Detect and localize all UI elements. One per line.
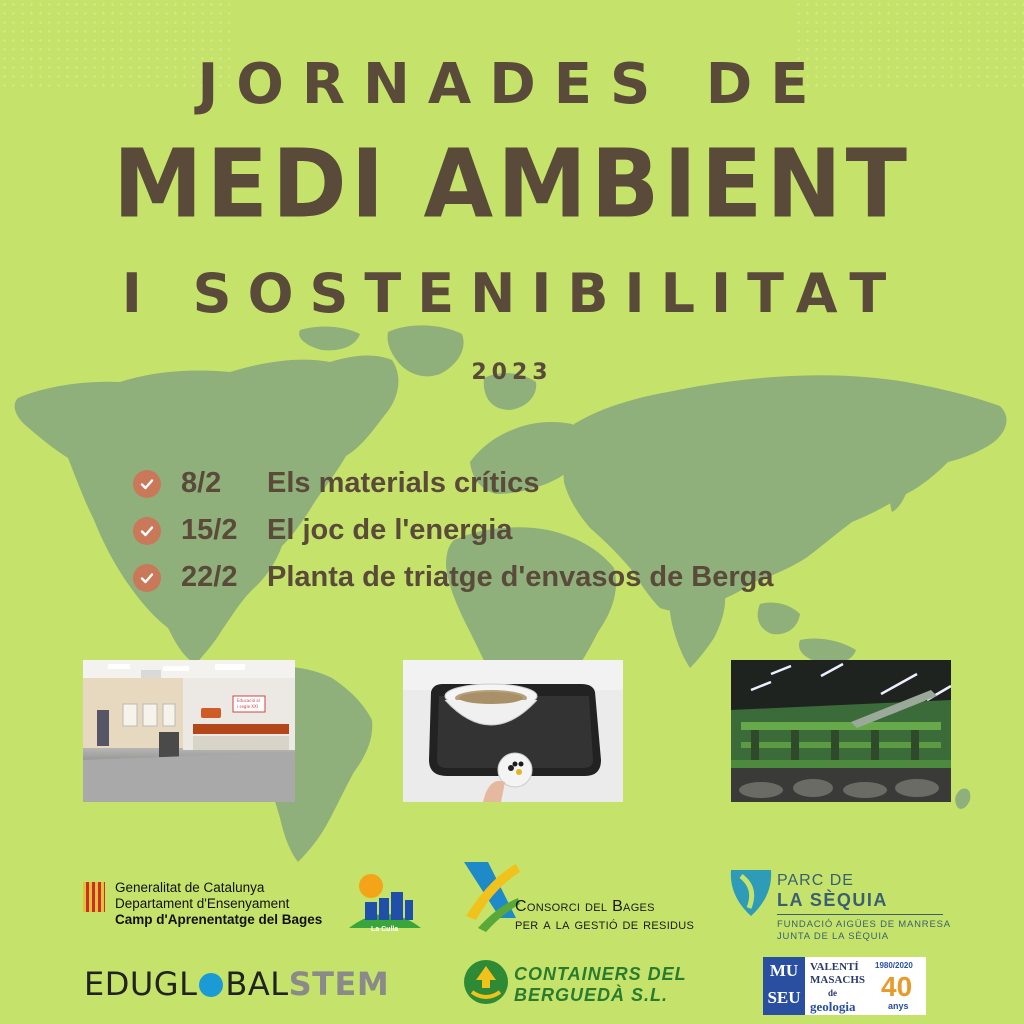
containers-line2: BERGUEDÀ S.L. <box>514 985 669 1005</box>
check-circle-icon <box>133 564 161 592</box>
event-date: 15/2 <box>181 514 238 546</box>
sequia-divider <box>777 914 943 915</box>
museu-mu: MU <box>769 961 799 980</box>
logo-la-culla <box>345 872 425 934</box>
logo-generalitat <box>83 880 322 928</box>
sequia-line1: PARC DE <box>777 872 854 889</box>
sequia-line3: FUNDACIÓ AIGÜES DE MANRESA <box>777 919 951 930</box>
title-line-2: MEDI AMBIENT <box>112 129 912 240</box>
generalitat-line1: Generalitat de Catalunya <box>115 880 265 895</box>
museu-anys: anys <box>888 1001 909 1011</box>
eduglobal-part3: STEM <box>288 965 390 1003</box>
event-item <box>133 554 774 601</box>
logo-museu-geologia <box>763 957 926 1015</box>
museu-box <box>763 957 805 1015</box>
events-list <box>133 460 774 601</box>
museu-forty: 40 <box>881 971 913 1002</box>
logo-eduglobalstem <box>84 965 389 1003</box>
museu-geologia: geologia <box>810 999 856 1014</box>
consorci-line2: per a la gestió de residus <box>515 916 695 933</box>
eduglobal-part1: EDUGL <box>84 965 198 1003</box>
event-date: 8/2 <box>181 467 222 499</box>
title-line-3: I SOSTENIBILITAT <box>121 262 903 325</box>
sequia-shield-icon <box>729 868 773 918</box>
generalitat-flag-icon <box>83 882 105 912</box>
museu-years: 1980/2020 <box>875 961 913 970</box>
photo-museum-room <box>83 660 295 802</box>
photo1-sign-line1: Educació al <box>237 698 260 703</box>
consorci-line1: Consorci del Bages <box>515 898 655 915</box>
event-name: Els materials crítics <box>267 467 540 499</box>
event-name: El joc de l'energia <box>267 514 513 546</box>
photo1-sign-line2: i segle XXI <box>237 704 258 709</box>
title-line-1: JORNADES DE <box>197 52 827 117</box>
museu-name1: VALENTÍ <box>810 961 859 973</box>
la-culla-label: La Culla <box>371 926 399 933</box>
generalitat-line3: Camp d'Aprenentatge del Bages <box>115 912 323 927</box>
sequia-line4: JUNTA DE LA SÈQUIA <box>777 931 889 942</box>
eduglobal-part2: BAL <box>225 965 289 1003</box>
globe-dot-icon <box>199 973 223 997</box>
containers-line1: CONTAINERS DEL <box>514 964 687 984</box>
sequia-line2: LA SÈQUIA <box>777 890 888 910</box>
museu-de: de <box>828 988 837 998</box>
logo-containers-bergueda <box>462 958 687 1011</box>
generalitat-line2: Departament d'Ensenyament <box>115 896 290 911</box>
event-item <box>133 507 774 554</box>
museu-seu: SEU <box>767 988 801 1007</box>
photo-tray-bowl <box>403 660 623 802</box>
event-name: Planta de triatge d'envasos de Berga <box>267 561 774 593</box>
check-circle-icon <box>133 517 161 545</box>
photo-sorting-plant <box>731 660 951 802</box>
event-item <box>133 460 774 507</box>
museu-name2: MASACHS <box>810 974 866 986</box>
title-year: 2023 <box>471 360 553 385</box>
recycle-icon <box>462 958 510 1006</box>
logo-consorci-bages <box>460 858 695 943</box>
check-circle-icon <box>133 470 161 498</box>
event-date: 22/2 <box>181 561 238 593</box>
logo-parc-sequia <box>729 868 951 942</box>
